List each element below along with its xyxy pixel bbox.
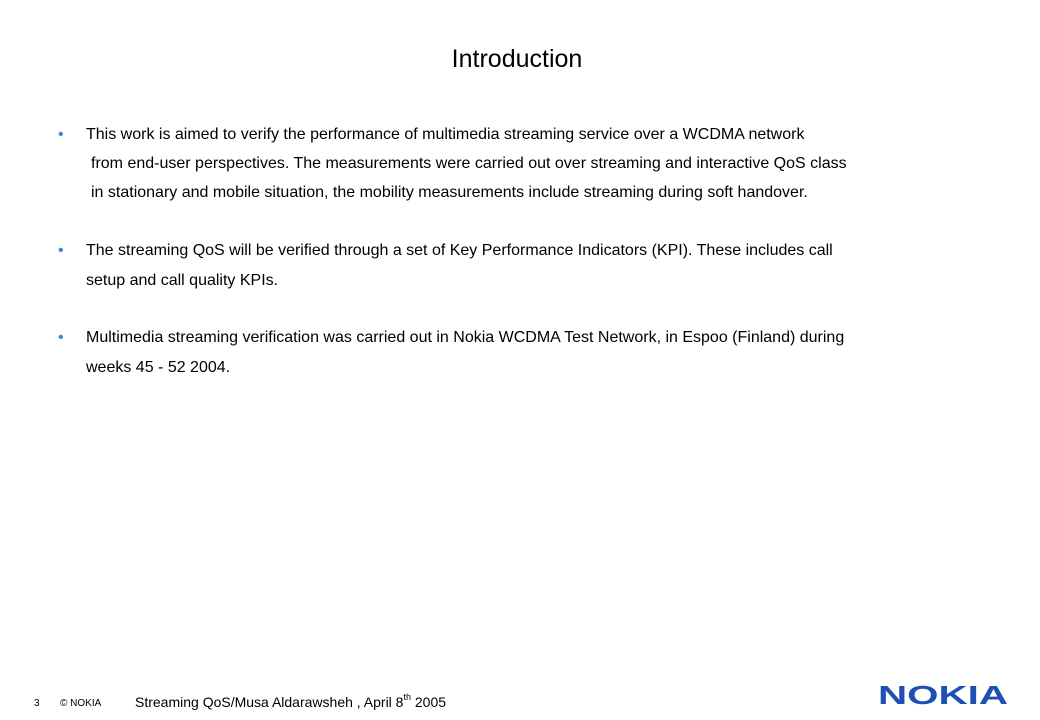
bullet-line: This work is aimed to verify the performance of multimedia streaming service over a WCDMA network (86, 126, 805, 143)
logo-wordmark: NOKIA (878, 684, 1008, 706)
bullet-line: in stationary and mobile situation, the mobility measurements include streaming during soft handover. (91, 184, 808, 201)
presentation-info (135, 693, 446, 711)
bullet-marker: • (58, 242, 64, 259)
presentation-title: Streaming QoS/Musa Aldarawsheh , April 8 (135, 694, 404, 710)
copyright-notice: © NOKIA (60, 698, 102, 709)
bullet-line: The streaming QoS will be verified through a set of Key Performance Indicators (KPI). These includes call (86, 242, 833, 259)
bullet-line: Multimedia streaming verification was carried out in Nokia WCDMA Test Network, in Espoo (Finland) during (86, 329, 845, 346)
nokia-logo (878, 684, 1008, 706)
bullet-line: from end-user perspectives. The measurements were carried out over streaming and interactive QoS class (91, 155, 847, 172)
date-suffix: th (403, 692, 411, 703)
bullet-marker: • (58, 126, 64, 143)
page-number: 3 (34, 698, 40, 709)
slide-title: Introduction (451, 45, 583, 73)
bullet-line: setup and call quality KPIs. (86, 272, 279, 289)
slide-footer (0, 684, 1040, 720)
bullet-line: weeks 45 - 52 2004. (86, 359, 231, 376)
presentation-year: 2005 (410, 694, 447, 710)
bullet-marker: • (58, 329, 64, 346)
